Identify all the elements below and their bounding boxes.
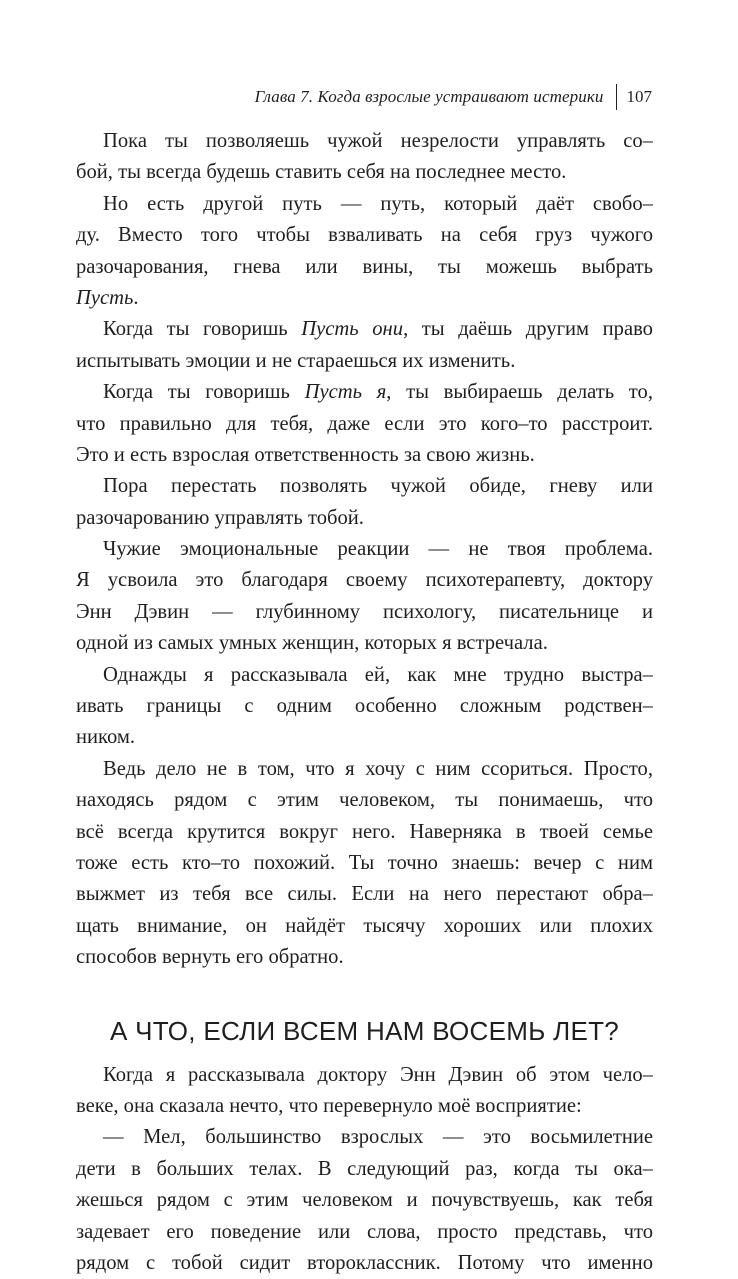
text-line: рядом с тобой сидит второклассник. Потому что именно (76, 1251, 653, 1274)
text-line: способов вернуть его обратно. (76, 946, 344, 969)
text-line: находясь рядом с этим человеком, ты понимаешь, что (76, 789, 653, 812)
text-line: — Мел, большинство взрослых — это восьмилетние (103, 1126, 653, 1149)
text-line: разочарования, гнева или вины, ты можешь выбрать (76, 255, 653, 278)
text-line: тоже есть кто–то похожий. Ты точно знаешь: вечер с ним (76, 851, 653, 874)
text-line: веке, она сказала нечто, что перевернуло моё восприятие: (76, 1094, 582, 1117)
text-fragment: , ты даёшь другим право (403, 318, 653, 341)
text-line: ду. Вместо того чтобы взваливать на себя груз чужого (76, 224, 653, 247)
text-fragment: , ты выбираешь делать то, (386, 381, 653, 404)
text-fragment: Когда ты говоришь (103, 381, 305, 404)
text-line (76, 377, 653, 408)
text-line: щать внимание, он найдёт тысячу хороших или плохих (76, 914, 653, 937)
text-line: Когда я рассказывала доктору Энн Дэвин об этом чело– (103, 1063, 653, 1086)
text-line: бой, ты всегда будешь ставить себя на последнее место. (76, 161, 567, 184)
text-line: всё всегда крутится вокруг него. Наверняка в твоей семье (76, 820, 653, 843)
text-line: Чужие эмоциональные реакции — не твоя проблема. (103, 538, 653, 561)
text-line: ником. (76, 726, 136, 749)
page-body (76, 126, 653, 1279)
text-line: ивать границы с одним особенно сложным родствен– (76, 695, 653, 718)
text-line: дети в больших телах. В следующий раз, когда ты ока– (76, 1157, 653, 1180)
text-line: Я усвоила это благодаря своему психотерапевту, доктору (76, 569, 653, 592)
text-fragment: Когда ты говоришь (103, 318, 302, 341)
text-line: Однажды я рассказывала ей, как мне трудно выстра– (103, 663, 653, 686)
text-line: Но есть другой путь — путь, который даёт свобо– (103, 192, 653, 215)
text-line: одной из самых умных женщин, которых я встречала. (76, 632, 548, 655)
section-heading: А ЧТО, ЕСЛИ ВСЕМ НАМ ВОСЕМЬ ЛЕТ? (109, 1015, 620, 1046)
text-line (76, 314, 653, 345)
text-line: Энн Дэвин — глубинному психологу, писательнице и (76, 600, 653, 623)
text-line: Ведь дело не в том, что я хочу с ним ссориться. Просто, (103, 757, 653, 780)
text-line: что правильно для тебя, даже если это кого–то расстроит. (76, 412, 653, 435)
text-line: Это и есть взрослая ответственность за свою жизнь. (76, 443, 535, 466)
emphasis-text: Пусть я (304, 381, 387, 404)
emphasis-text: Пусть (76, 286, 134, 309)
text-line (76, 283, 653, 314)
page-number: 107 (626, 87, 652, 106)
text-line: жешься рядом с этим человеком и почувствуешь, как тебя (76, 1189, 653, 1212)
header-divider (616, 84, 617, 110)
text-line: испытывать эмоции и не стараешься их изменить. (76, 349, 516, 372)
text-line: выжмет из тебя все силы. Если на него перестают обра– (76, 883, 653, 906)
text-fragment: . (133, 286, 139, 309)
text-line: разочарованию управлять тобой. (76, 506, 364, 529)
emphasis-text: Пусть они (301, 318, 404, 341)
chapter-title: Глава 7. Когда взрослые устраивают истерики (254, 87, 604, 106)
text-line: задевает его поведение или слова, просто представь, что (76, 1220, 653, 1243)
running-header (255, 84, 652, 110)
text-line: Пока ты позволяешь чужой незрелости управлять со– (103, 130, 653, 152)
text-line: Пора перестать позволять чужой обиде, гневу или (103, 475, 653, 498)
